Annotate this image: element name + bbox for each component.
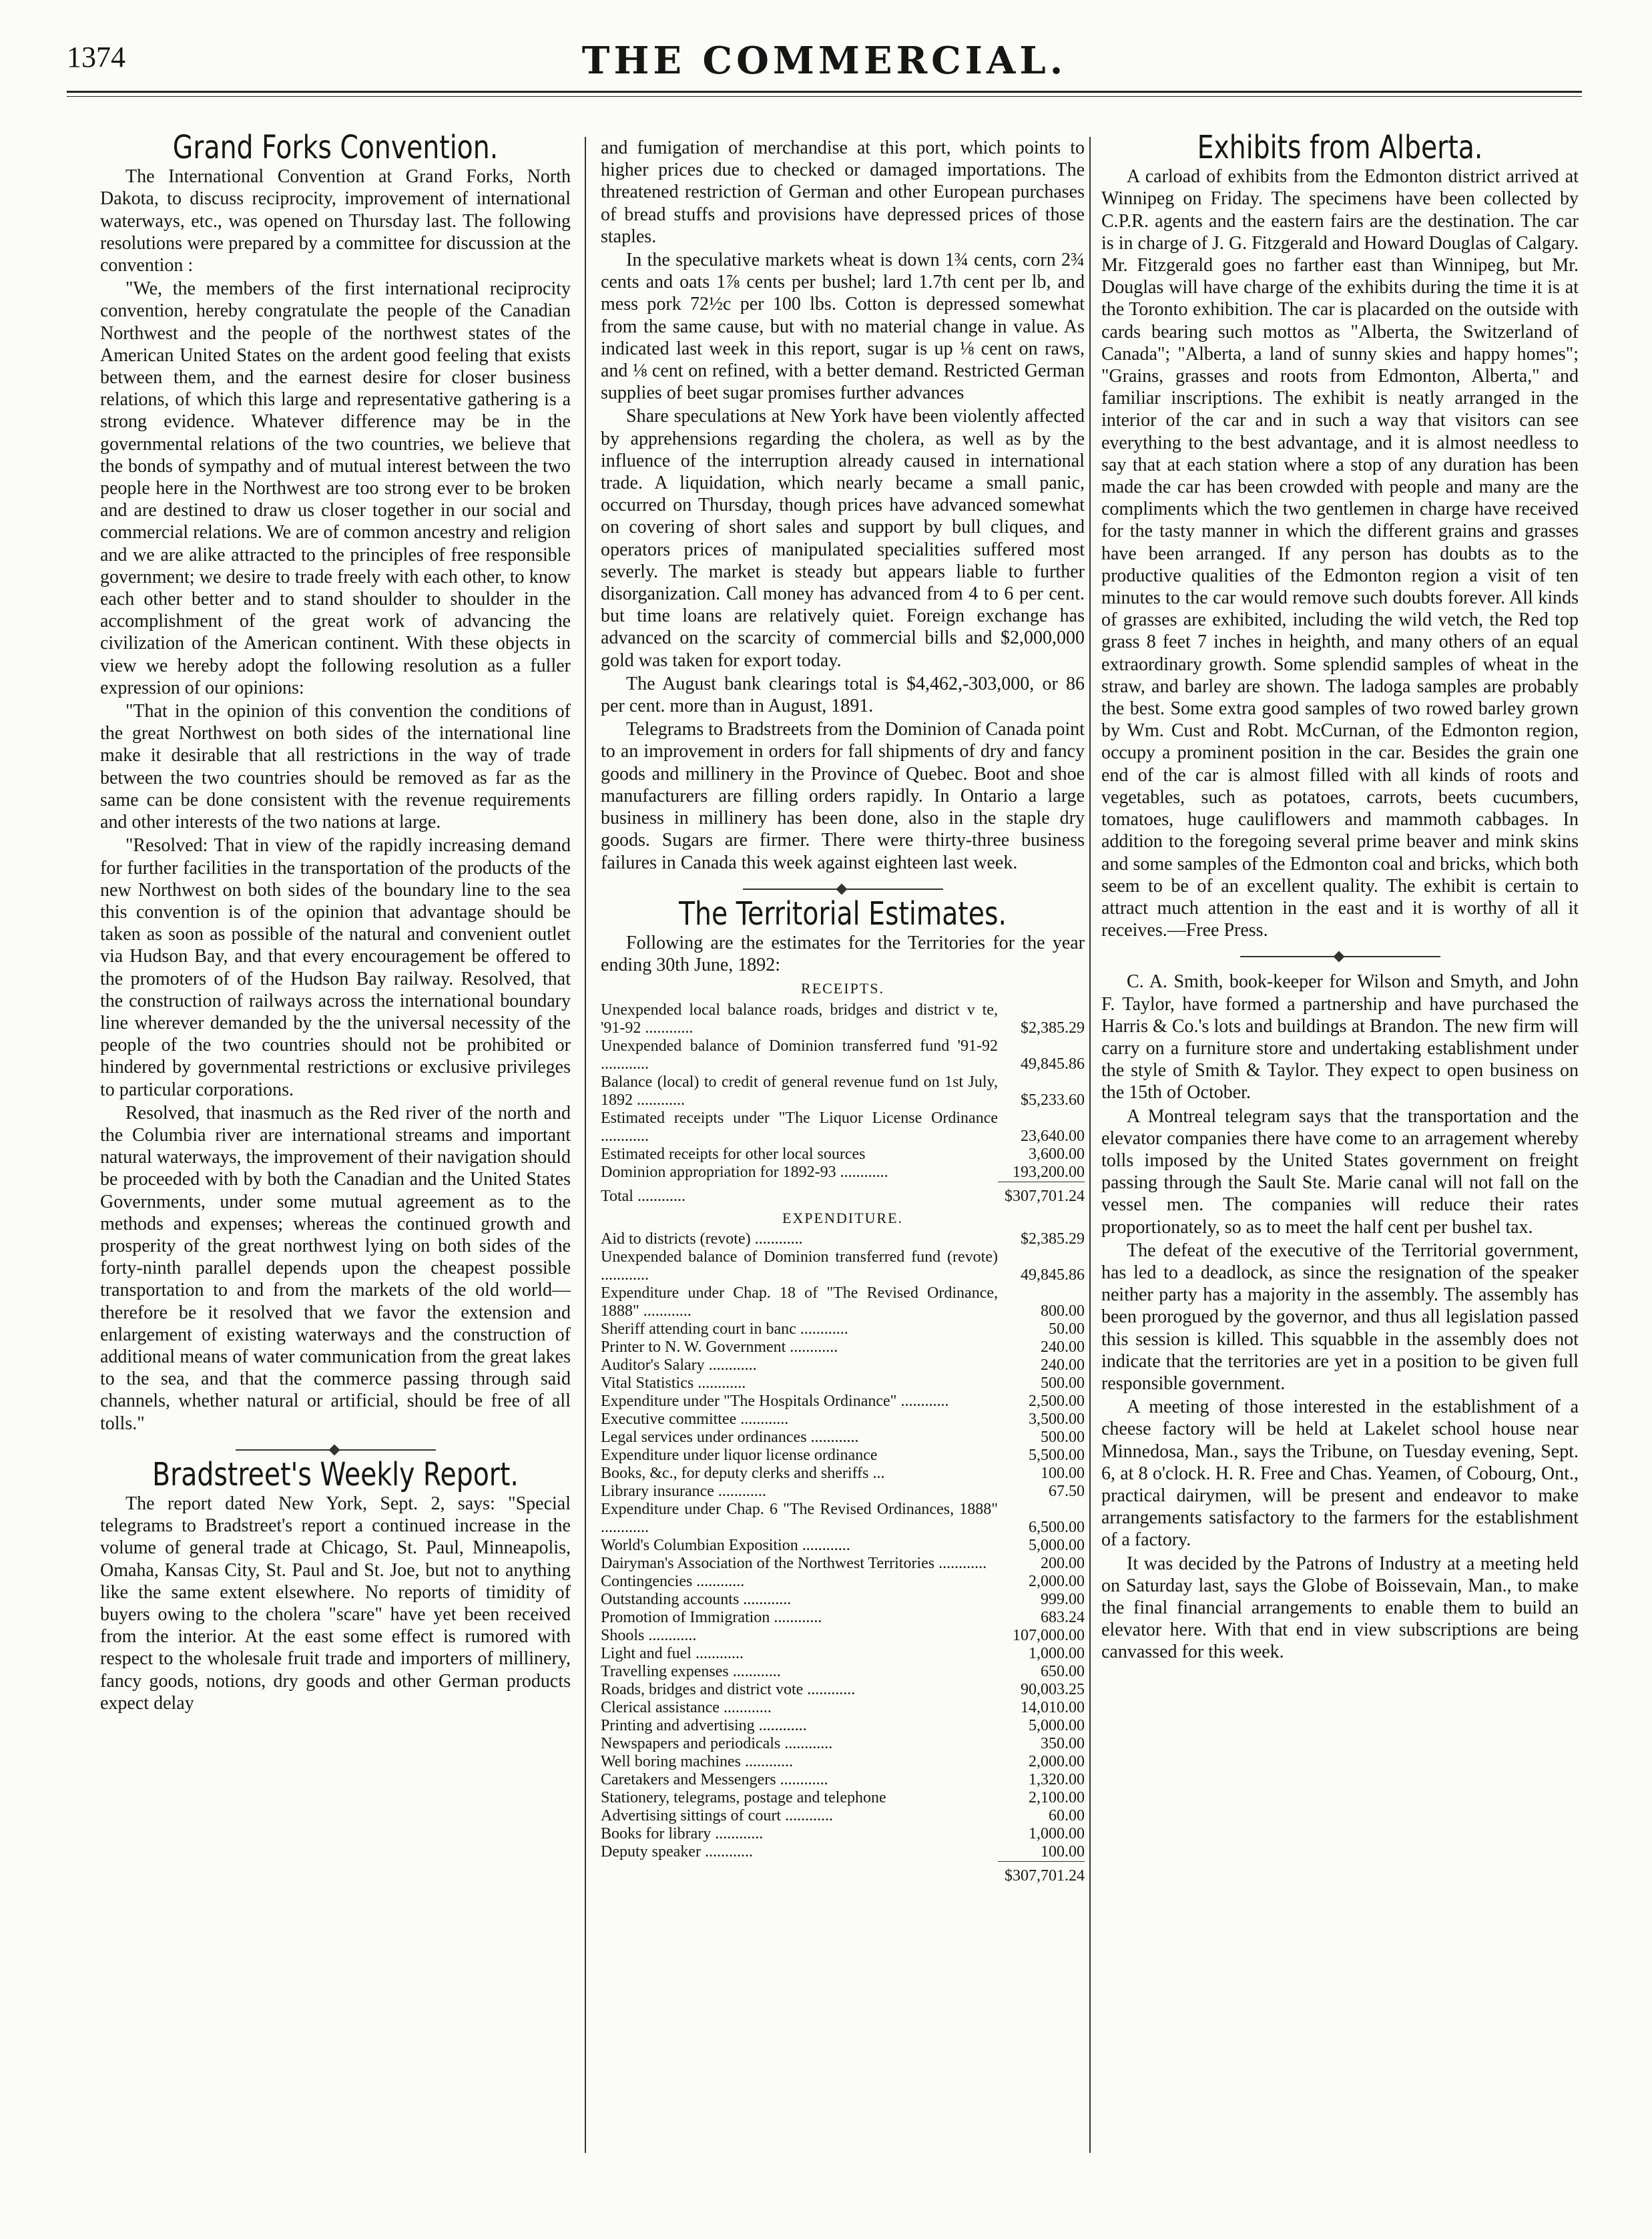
table-row — [601, 1591, 1085, 1609]
item-amount: 800.00 — [1041, 1302, 1085, 1320]
item-amount: 1,000.00 — [1029, 1824, 1085, 1842]
table-row — [601, 1001, 1085, 1037]
table-row — [601, 1248, 1085, 1284]
item-amount: 100.00 — [1041, 1842, 1085, 1860]
item-amount: 5,000.00 — [1029, 1536, 1085, 1554]
column-divider — [1089, 137, 1091, 2153]
item-amount: 240.00 — [1041, 1338, 1085, 1356]
item-amount: $2,385.29 — [1021, 1019, 1085, 1037]
item-amount: 999.00 — [1041, 1590, 1085, 1608]
table-row — [601, 1483, 1085, 1501]
table-row — [601, 1447, 1085, 1465]
section-divider — [743, 889, 943, 890]
item-label: Books, &c., for deputy clerks and sheriffs ... — [601, 1464, 885, 1482]
table-row — [601, 1501, 1085, 1537]
table-row — [601, 1609, 1085, 1627]
item-amount: 683.24 — [1041, 1608, 1085, 1626]
table-row — [601, 1356, 1085, 1375]
item-label: Vital Statistics ............ — [601, 1374, 746, 1392]
table-row — [601, 1573, 1085, 1591]
section-divider — [1240, 956, 1440, 957]
item-label: Promotion of Immigration ............ — [601, 1608, 822, 1626]
item-label: Roads, bridges and district vote ............ — [601, 1680, 856, 1698]
table-row — [601, 1037, 1085, 1073]
item-amount: 2,100.00 — [1029, 1788, 1085, 1806]
table-row — [601, 1825, 1085, 1843]
header-rule-thin — [67, 96, 1582, 97]
item-label: Light and fuel ............ — [601, 1644, 744, 1662]
paragraph: A carload of exhibits from the Edmonton district arrived at Winnipeg on Friday. The specimens have been collected by C.P.R. agents and the eastern fairs are the destination. The car is in charge of J. G. Fitzgerald and Howard Douglas of Calgary. Mr. Fitzgerald goes no farther east than Winnipeg, but Mr. Douglas will have charge of the exhibits during the time it is at the Toronto exhibition. The car is placarded on the outside with cards bearing such mottos as "Alberta, the Switzerland of Canada"; "Alberta, a land of sunny skies and happy homes"; "Grains, grasses and roots from Edmonton, Alberta," and familiar inscriptions. The exhibit is neatly arranged in the interior of the car and in such a way that visitors can see everything to the best advantage, and it is almost needless to say that at each station where a stop of any duration has been made the car has been crowded with people and many are the compliments which the two gentlemen in charge have received for the tasty manner in which the different grains and grasses have been arranged. If any person has doubts as to the productive qualities of the Edmonton region a visit of ten minutes to the car would remove such doubts forever. All kinds of grasses are exhibited, including the wild vetch, the Red top grass 8 feet 7 inches in heighth, and many others of an equal extraordinary growth. Some splendid samples of wheat in the straw, and barley are shown. The ladoga samples are probably the best. Some extra good samples of two rowed barley grown by Wm. Cust and Robt. McCurnan, of the Edmonton region, occupy a prominent position in the car. Besides the grain one end of the car is almost filled with all kinds of roots and vegetables, such as potatoes, carrots, beets cucumbers, tomatoes, huge cauliflowers and mammoth cabbages. In addition to the foregoing several prime beaver and mink skins and some samples of the Edmonton coal and bricks, which both seem to be of an excellent quality. The exhibit is certain to attract much attention in the east and it is worthy of all it receives.—Free Press. — [1101, 166, 1579, 941]
table-row — [601, 1320, 1085, 1338]
column-3 — [1101, 129, 1579, 1665]
paragraph: "We, the members of the first international reciprocity convention, hereby congratulate the people of the Canadian Northwest and the people of the northwest states of the American United States on the ardent good feeling that exists between them, and the earnest desire for closer business relations, of which this large and representative gathering is a strong evidence. Whatever difference may be in the governmental relations of the two countries, we believe that the bonds of sympathy and of mutual interest between the two people here in the Northwest are too strong ever to be broken and are destined to draw us closer together in our social and commercial relations. We are of common ancestry and religion and we are alike attracted to the principles of free responsible government; we desire to trade freely with each other, to know each other better and to stand shoulder to shoulder in the accomplishment of the great work of advancing the civilization of the American continent. With these objects in view we hereby adopt the following resolution as a fuller expression of our opinions: — [100, 278, 571, 698]
item-label: Unexpended local balance roads, bridges and district v te, '91-92 ............ — [601, 1001, 998, 1037]
item-amount: 3,600.00 — [1029, 1145, 1085, 1163]
table-row — [601, 1735, 1085, 1753]
paragraph: A Montreal telegram says that the transportation and the elevator companies there have come to an arragement whereby tolls imposed by the United States government on freight passing through the Sault Ste. Marie canal will not fall on the vessel men. The companies will reduce their rates proportionately, so as to meet the half cent per bushel tax. — [1101, 1105, 1579, 1238]
item-label: Contingencies ............ — [601, 1572, 745, 1590]
item-label: Expenditure under Chap. 18 of "The Revised Ordinance, 1888" ............ — [601, 1284, 998, 1320]
table-row — [601, 1789, 1085, 1807]
article-title-grand-forks: Grand Forks Convention. — [172, 129, 499, 166]
item-label: Shools ............ — [601, 1626, 697, 1644]
table-row — [601, 1465, 1085, 1483]
item-amount: 1,320.00 — [1029, 1770, 1085, 1788]
item-amount: 50.00 — [1049, 1320, 1085, 1338]
table-row — [601, 1717, 1085, 1735]
table-row — [601, 1164, 1085, 1182]
table-row — [601, 1429, 1085, 1447]
item-label: World's Columbian Exposition ............ — [601, 1536, 850, 1554]
table-row — [601, 1073, 1085, 1109]
item-amount: 200.00 — [1041, 1554, 1085, 1572]
item-amount: 500.00 — [1041, 1374, 1085, 1392]
receipts-total-row — [601, 1182, 1085, 1206]
item-label: Expenditure under "The Hospitals Ordinance" ............ — [601, 1392, 949, 1410]
table-row — [601, 1109, 1085, 1146]
receipts-table — [601, 1001, 1085, 1206]
paragraph: "Resolved: That in view of the rapidly increasing demand for further facilities in the transportation of the products of the new Northwest on both sides of the boundary line to the sea this convention is of the opinion that advantage should be taken as soon as possible of the natural and convenient outlet via Hudson Bay, and that every encouragement be offered to the promoters of of the Hudson Bay railway. Resolved, that the construction of railways across the international boundary line wherever demanded by the the universal necessity of the people of the two countries should not be prohibited or hindered by governmental restrictions or exclusive privileges to particular corporations. — [100, 835, 571, 1100]
item-label: Auditor's Salary ............ — [601, 1356, 757, 1374]
table-row — [601, 1284, 1085, 1320]
item-label: Sheriff attending court in banc ............ — [601, 1320, 848, 1338]
item-label: Outstanding accounts ............ — [601, 1590, 792, 1608]
table-row — [601, 1338, 1085, 1356]
item-label: Estimated receipts under "The Liquor License Ordinance ............ — [601, 1109, 998, 1145]
page-header — [67, 39, 1582, 105]
article-title-territorial-estimates: The Territorial Estimates. — [679, 895, 1007, 933]
item-label: Dominion appropriation for 1892-93 ............ — [601, 1164, 888, 1182]
item-amount: $5,233.60 — [1021, 1091, 1085, 1109]
item-label: Newspapers and periodicals ............ — [601, 1734, 833, 1752]
item-label: Aid to districts (revote) ............ — [601, 1230, 803, 1248]
item-amount: 2,500.00 — [1029, 1392, 1085, 1410]
item-amount: 2,000.00 — [1029, 1572, 1085, 1590]
item-amount: 1,000.00 — [1029, 1644, 1085, 1662]
table-row — [601, 1807, 1085, 1825]
item-label: Caretakers and Messengers ............ — [601, 1770, 828, 1788]
table-row — [601, 1663, 1085, 1681]
header-rule — [67, 91, 1582, 93]
item-label: Deputy speaker ............ — [601, 1843, 753, 1861]
item-label: Unexpended balance of Dominion transferred fund (revote) ............ — [601, 1248, 998, 1284]
table-row — [601, 1681, 1085, 1699]
paragraph: C. A. Smith, book-keeper for Wilson and Smyth, and John F. Taylor, have formed a partnership and have purchased the Harris & Co.'s lots and buildings at Brandon. The new firm will carry on a furniture store and undertaking establishment under the style of Smith & Taylor. They expect to open business on the 15th of October. — [1101, 971, 1579, 1103]
item-label: Dairyman's Association of the Northwest Territories ............ — [601, 1554, 987, 1572]
table-row — [601, 1393, 1085, 1411]
table-row — [601, 1375, 1085, 1393]
column-2 — [601, 137, 1085, 1885]
item-label: Clerical assistance ............ — [601, 1698, 772, 1716]
table-row — [601, 1699, 1085, 1717]
paragraph: and fumigation of merchandise at this port, which points to higher prices due to checked or damaged importations. The threatened restriction of German and other European purchases of bread stuffs and provisions have depressed prices of those staples. — [601, 138, 1085, 247]
paragraph: It was decided by the Patrons of Industry at a meeting held on Saturday last, says the Globe of Boissevain, Man., to make the final financial arrangements to enable them to build an elevator here. With that end in view subscriptions are being canvassed for this week. — [1101, 1553, 1579, 1663]
expenditure-table — [601, 1230, 1085, 1885]
total-amount: $307,701.24 — [998, 1182, 1085, 1206]
page-number: 1374 — [67, 41, 125, 73]
total-label: Total ............ — [601, 1187, 685, 1205]
item-amount: 107,000.00 — [1013, 1626, 1085, 1644]
item-amount: 49,845.86 — [1021, 1055, 1085, 1073]
item-amount: 193,200.00 — [1013, 1163, 1085, 1181]
item-label: Books for library ............ — [601, 1824, 764, 1842]
paragraph: Following are the estimates for the Territories for the year ending 30th June, 1892: — [601, 932, 1085, 976]
item-amount: 14,010.00 — [1021, 1698, 1085, 1716]
table-row — [601, 1146, 1085, 1164]
paragraph: The defeat of the executive of the Territorial government, has led to a deadlock, as since the resignation of the speaker neither party has a majority in the assembly. The assembly has been prorogued by the governor, and thus all legislation passed this session is killed. This squabble in the assembly does not indicate that the territories are yet in a position to be given full responsible government. — [1101, 1240, 1579, 1394]
paragraph: Telegrams to Bradstreets from the Dominion of Canada point to an improvement in orders for fall shipments of dry and fancy goods and millinery in the Province of Quebec. Boot and shoe manufacturers are filling orders rapidly. In Ontario a large business in millinery has been done, also in the staple dry goods. Sugars are firmer. There were thirty-three business failures in Canada this week against eighteen last week. — [601, 719, 1085, 873]
paragraph: "That in the opinion of this convention the conditions of the great Northwest on both sides of the international line make it desirable that all restrictions in the way of trade between the two countries should be removed as far as the same can be done consistent with the revenue requirements and other interests of the two nations at large. — [100, 701, 571, 833]
paragraph: A meeting of those interested in the establishment of a cheese factory will be held at Lakelet school house near Minnedosa, Man., says the Tribune, on Tuesday evening, Sept. 6, at 8 o'clock. H. R. Free and Chas. Yeamen, of Cobourg, Ont., practical dairymen, will be present and endeavor to make arrangements satisfactory to the farmers for the establishment of a factory. — [1101, 1397, 1579, 1551]
item-label: Travelling expenses ............ — [601, 1662, 781, 1680]
paragraph: The report dated New York, Sept. 2, says: "Special telegrams to Bradstreet's report a continued increase in the volume of general trade at Chicago, St. Paul, Minneapolis, Omaha, Kansas City, St. Paul and St. Joe, but not to anything like the same extent elsewhere. No reports of timidity of buyers owing to the cholera "scare" have yet been received from the interior. At the east some effect is rumored with respect to the wholesale fruit trade and importers of millinery, fancy goods, notions, dry goods and other German products expect delay — [100, 1493, 571, 1714]
item-label: Legal services under ordinances ............ — [601, 1428, 859, 1446]
table-row — [601, 1411, 1085, 1429]
article-title-alberta: Exhibits from Alberta. — [1197, 129, 1483, 166]
item-amount: 60.00 — [1049, 1806, 1085, 1824]
column-1 — [100, 129, 571, 1716]
item-label: Advertising sittings of court ............ — [601, 1806, 833, 1824]
item-amount: 49,845.86 — [1021, 1266, 1085, 1284]
paragraph: Resolved, that inasmuch as the Red river of the north and the Columbia river are international streams and important natural waterways, the improvement of their navigation should be proceeded with by both the Canadian and the United States Governments, under some mutual agreement as to the methods and expenses; whereas the continued growth and prosperity of the great northwest lying on both sides of the forty-ninth parallel depends upon the cheapest possible transportation to and from the markets of the old world—therefore be it resolved that we favor the extension and enlargement of existing waterways and the construction of additional means of water communication from the great lakes to the sea, and that the commerce passing through said channels, whether natural or artificial, should be free of all tolls." — [100, 1102, 571, 1434]
item-amount: 90,003.25 — [1021, 1680, 1085, 1698]
masthead: THE COMMERCIAL. — [581, 39, 1067, 83]
paragraph: The International Convention at Grand Forks, North Dakota, to discuss reciprocity, improvement of international waterways, etc., was opened on Thursday last. The following resolutions were prepared by a committee for discussion at the convention : — [100, 166, 571, 276]
paragraph: In the speculative markets wheat is down 1¾ cents, corn 2¾ cents and oats 1⅞ cents per bushel; lard 1.7th cent per lb, and mess pork 72½c per 100 lbs. Cotton is depressed somewhat from the same cause, but with no material change in value. As indicated last week in this report, sugar is up ⅛ cent on raws, and ⅛ cent on refined, with a better demand. Restricted German supplies of beet sugar promises further advances — [601, 250, 1085, 404]
item-label: Balance (local) to credit of general revenue fund on 1st July, 1892 ............ — [601, 1073, 998, 1109]
section-divider — [236, 1449, 436, 1451]
item-amount: 67.50 — [1049, 1482, 1085, 1500]
item-amount: 240.00 — [1041, 1356, 1085, 1374]
item-amount: 350.00 — [1041, 1734, 1085, 1752]
item-label: Unexpended balance of Dominion transferred fund '91-92 ............ — [601, 1037, 998, 1073]
item-amount: 6,500.00 — [1029, 1518, 1085, 1536]
item-label: Executive committee ............ — [601, 1410, 789, 1428]
item-amount: 3,500.00 — [1029, 1410, 1085, 1428]
table-row — [601, 1645, 1085, 1663]
item-label: Stationery, telegrams, postage and telephone — [601, 1788, 886, 1806]
expenditure-total-row — [601, 1861, 1085, 1885]
item-label: Estimated receipts for other local sources — [601, 1145, 866, 1163]
table-row — [601, 1555, 1085, 1573]
table-row — [601, 1627, 1085, 1645]
item-label: Expenditure under liquor license ordinance — [601, 1446, 878, 1464]
article-title-bradstreets: Bradstreet's Weekly Report. — [152, 1455, 519, 1493]
paragraph: The August bank clearings total is $4,462,-303,000, or 86 per cent. more than in August, 1891. — [601, 673, 1085, 717]
table-row — [601, 1537, 1085, 1555]
item-amount: 100.00 — [1041, 1464, 1085, 1482]
item-amount: 23,640.00 — [1021, 1127, 1085, 1145]
table-row — [601, 1843, 1085, 1862]
item-label: Expenditure under Chap. 6 "The Revised Ordinances, 1888" ............ — [601, 1500, 998, 1536]
item-amount: 650.00 — [1041, 1662, 1085, 1680]
item-amount: $2,385.29 — [1021, 1230, 1085, 1248]
item-label: Well boring machines ............ — [601, 1752, 794, 1770]
table-row — [601, 1771, 1085, 1789]
item-label: Printing and advertising ............ — [601, 1716, 807, 1734]
table-row — [601, 1230, 1085, 1248]
item-amount: 5,500.00 — [1029, 1446, 1085, 1464]
paragraph: Share speculations at New York have been violently affected by apprehensions regarding the cholera, as well as by the influence of the interruption already caused in international trade. A liquidation, which nearly became a small panic, occurred on Thursday, though prices have advanced somewhat on covering of short sales and support by bull cliques, and operators prices of manipulated specialities suffered most severly. The market is steady but appears liable to further disorganization. Call money has advanced from 4 to 6 per cent. but time loans are relatively quiet. Foreign exchange has advanced on the scarcity of commercial bills and $2,000,000 gold was taken for export today. — [601, 406, 1085, 671]
total-amount: $307,701.24 — [998, 1861, 1085, 1885]
receipts-heading: RECEIPTS. — [801, 980, 884, 997]
column-divider — [585, 137, 586, 2153]
expenditure-heading: EXPENDITURE. — [782, 1209, 904, 1226]
item-amount: 500.00 — [1041, 1428, 1085, 1446]
table-row — [601, 1753, 1085, 1771]
item-label: Printer to N. W. Government ............ — [601, 1338, 838, 1356]
item-amount: 5,000.00 — [1029, 1716, 1085, 1734]
item-amount: 2,000.00 — [1029, 1752, 1085, 1770]
item-label: Library insurance ............ — [601, 1482, 766, 1500]
